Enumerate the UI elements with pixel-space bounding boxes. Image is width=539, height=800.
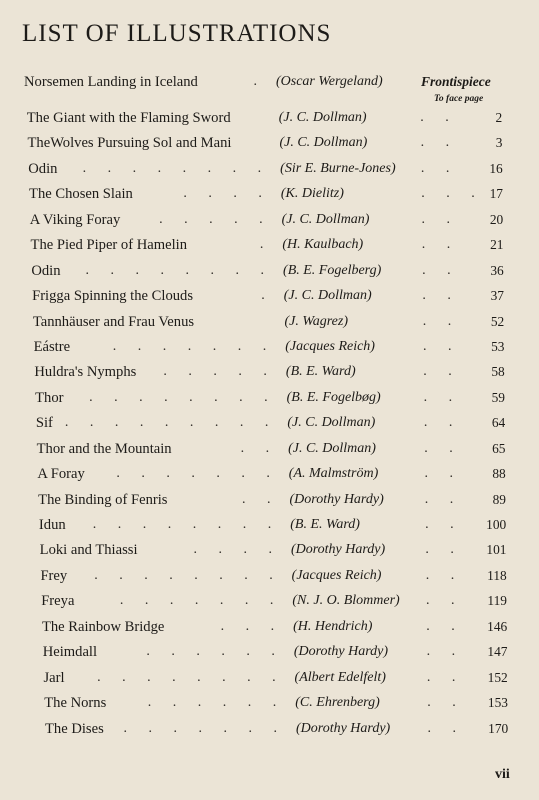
artist-name: (H. Kaulbach)	[282, 237, 364, 253]
artist-name: (H. Hendrich)	[293, 618, 373, 634]
artist-name: (B. E. Ward)	[290, 517, 360, 533]
leader-dots: . . . . . . .	[123, 720, 286, 736]
page-number: vii	[495, 767, 510, 782]
illustration-title: Frigga Spinning the Clouds	[32, 288, 194, 305]
illustration-title: The Rainbow Bridge	[41, 618, 165, 635]
leader-dots: . .	[423, 415, 462, 431]
page-reference: 21	[490, 237, 504, 253]
leader-dots: . .	[240, 440, 279, 456]
illustration-title: The Giant with the Flaming Sword	[26, 110, 231, 126]
page-reference: 52	[490, 313, 505, 329]
page-reference: 152	[487, 669, 508, 685]
artist-name: (J. C. Dollman)	[279, 135, 368, 151]
leader-dots: . .	[424, 440, 462, 456]
page-reference: 53	[491, 338, 505, 354]
page-reference: 100	[486, 517, 507, 533]
illustration-entry	[0, 591, 539, 611]
leader-dots: . .	[421, 211, 459, 227]
leader-dots: . .	[426, 618, 464, 634]
illustration-title: Thor and the Mountain	[36, 440, 172, 457]
leader-dots: . .	[424, 466, 462, 482]
leader-dots: .	[261, 288, 274, 304]
artist-name: (C. Ehrenberg)	[295, 695, 380, 711]
page-reference: 88	[492, 466, 506, 482]
artist-name: (J. C. Dollman)	[288, 440, 376, 456]
artist-name: (Oscar Wergeland)	[276, 74, 383, 89]
page-reference: 89	[492, 491, 506, 507]
illustration-title: Odin	[31, 262, 61, 279]
illustration-entry	[0, 540, 539, 560]
illustration-title: Frey	[40, 567, 68, 584]
page-reference: 153	[487, 695, 508, 711]
artist-name: (B. E. Ward)	[285, 364, 356, 380]
illustration-entry	[0, 235, 539, 255]
artist-name: (Sir E. Burne-Jones)	[280, 160, 396, 176]
leader-dots: . .	[423, 364, 461, 380]
artist-name: (J. C. Dollman)	[283, 288, 372, 304]
page-reference: 170	[488, 720, 509, 736]
artist-name: (Dorothy Hardy)	[296, 720, 391, 736]
illustration-title: The Binding of Fenris	[38, 491, 168, 508]
leader-dots: . .	[423, 389, 462, 405]
illustration-title: A Foray	[37, 466, 85, 483]
illustration-title: Norsemen Landing in Iceland	[24, 74, 198, 90]
leader-dots: . .	[242, 491, 280, 507]
page-reference: 37	[490, 288, 504, 304]
illustration-title: Jarl	[43, 669, 65, 686]
artist-name: (B. E. Fogelbøg)	[286, 389, 381, 405]
illustration-entry	[0, 108, 539, 128]
illustration-title: Heimdall	[42, 644, 98, 661]
leader-dots: . .	[424, 491, 463, 507]
illustration-entry	[0, 261, 539, 281]
page-reference: 119	[487, 593, 507, 609]
leader-dots: . . .	[421, 186, 484, 202]
illustration-entry	[0, 515, 539, 535]
artist-name: (J. Wagrez)	[284, 313, 348, 329]
leader-dots: . .	[420, 135, 459, 151]
illustration-entry	[0, 286, 539, 306]
leader-dots: . . . . . .	[146, 644, 284, 660]
illustration-entry	[0, 413, 539, 433]
artist-name: (J. C. Dollman)	[287, 415, 376, 431]
leader-dots: . . . . . . . .	[89, 389, 277, 405]
leader-dots: . . . . . . . .	[97, 669, 285, 685]
page-reference: 20	[489, 211, 504, 227]
artist-name: (J. C. Dollman)	[281, 211, 370, 227]
illustration-title: The Dises	[45, 720, 104, 737]
page-title: LIST OF ILLUSTRATIONS	[22, 20, 332, 47]
illustration-title: Freya	[41, 593, 75, 610]
page-reference: 65	[492, 440, 506, 456]
leader-dots: . .	[426, 593, 464, 609]
artist-name: (Dorothy Hardy)	[289, 491, 384, 507]
page-reference: 64	[491, 415, 506, 431]
leader-dots: . . . . .	[163, 364, 276, 380]
illustration-entry	[0, 668, 539, 688]
illustration-entry	[0, 159, 539, 179]
illustration-title: A Viking Foray	[29, 211, 121, 228]
illustration-entry	[0, 719, 539, 739]
artist-name: (Jacques Reich)	[285, 338, 375, 354]
frontispiece-label: Frontispiece	[421, 74, 491, 89]
leader-dots: . . . . . . . .	[85, 262, 274, 278]
illustration-entry	[0, 72, 539, 92]
artist-name: (B. E. Fogelberg)	[283, 262, 382, 278]
leader-dots: . . . . . . . .	[92, 517, 281, 533]
illustration-title: Idun	[38, 517, 66, 534]
to-face-page-note: To face page	[434, 94, 484, 104]
page-reference: 36	[490, 262, 504, 278]
illustration-entry	[0, 693, 539, 713]
illustration-title: Thor	[35, 389, 64, 406]
illustration-title: Eástre	[33, 338, 71, 355]
leader-dots: . . . . . . .	[119, 593, 283, 609]
illustration-entry	[0, 210, 539, 230]
illustration-title: Huldra's Nymphs	[34, 364, 137, 381]
leader-dots: . . . .	[193, 542, 281, 558]
artist-name: (Jacques Reich)	[291, 567, 382, 583]
illustration-entry	[0, 464, 539, 484]
illustration-entry	[0, 490, 539, 510]
leader-dots: .	[259, 237, 273, 253]
artist-name: (A. Malmström)	[288, 466, 379, 482]
leader-dots: . .	[426, 669, 465, 685]
illustration-entry	[0, 133, 539, 153]
leader-dots: . .	[427, 720, 465, 736]
illustration-entry	[0, 312, 539, 332]
illustration-entry	[0, 388, 539, 408]
page-reference: 3	[495, 135, 503, 151]
page-reference: 59	[491, 389, 505, 405]
page-reference: 118	[487, 567, 507, 583]
leader-dots: . .	[425, 542, 463, 558]
page-reference: 2	[495, 110, 503, 125]
leader-dots: . . . . . . .	[112, 338, 276, 354]
illustration-title: The Pied Piper of Hamelin	[30, 237, 187, 254]
page-reference: 17	[489, 186, 503, 202]
artist-name: (Dorothy Hardy)	[290, 542, 386, 558]
leader-dots: . . . . . . . .	[94, 567, 282, 583]
illustration-title: Loki and Thiassi	[39, 542, 138, 559]
leader-dots: . .	[427, 695, 465, 711]
leader-dots: . .	[425, 567, 464, 583]
illustration-entry	[0, 184, 539, 204]
leader-dots: . . . . . . . . .	[64, 415, 278, 431]
leader-dots: . . . . .	[159, 211, 272, 227]
page-reference: 58	[491, 364, 505, 380]
artist-name: (Albert Edelfelt)	[294, 669, 386, 685]
leader-dots: . .	[423, 338, 461, 354]
illustration-title: The Norns	[44, 695, 107, 712]
leader-dots: . . . . . .	[147, 695, 286, 711]
illustration-entry	[0, 439, 539, 459]
leader-dots: .	[253, 74, 266, 89]
leader-dots: . .	[425, 517, 463, 533]
illustration-title: Sif	[35, 415, 53, 432]
page-reference: 147	[487, 644, 508, 660]
leader-dots: . .	[420, 160, 459, 176]
artist-name: (K. Dielitz)	[280, 186, 344, 202]
page-reference: 146	[487, 618, 508, 634]
leader-dots: . .	[422, 262, 460, 278]
illustration-title: Tannhäuser and Frau Venus	[32, 313, 195, 330]
illustration-entry	[0, 617, 539, 637]
leader-dots: . .	[422, 288, 460, 304]
leader-dots: . . . . . . .	[116, 466, 279, 482]
artist-name: (N. J. O. Blommer)	[292, 593, 400, 609]
leader-dots: . .	[426, 644, 465, 660]
page-reference: 101	[486, 542, 507, 558]
illustration-entry	[0, 362, 539, 382]
leader-dots: . . . .	[183, 186, 271, 202]
leader-dots: . .	[420, 110, 458, 125]
leader-dots: . . . . . . . .	[82, 160, 271, 176]
illustration-entry	[0, 337, 539, 357]
leader-dots: . .	[421, 237, 460, 253]
leader-dots: . .	[422, 313, 461, 329]
page-reference: 16	[489, 160, 503, 176]
artist-name: (J. C. Dollman)	[278, 110, 367, 125]
illustration-title: The Chosen Slain	[29, 186, 133, 203]
illustration-entry	[0, 642, 539, 662]
illustration-title: TheWolves Pursuing Sol and Mani	[27, 135, 232, 152]
illustration-entry	[0, 566, 539, 586]
artist-name: (Dorothy Hardy)	[293, 644, 389, 660]
illustration-title: Odin	[28, 160, 58, 177]
leader-dots: . . .	[220, 618, 284, 634]
